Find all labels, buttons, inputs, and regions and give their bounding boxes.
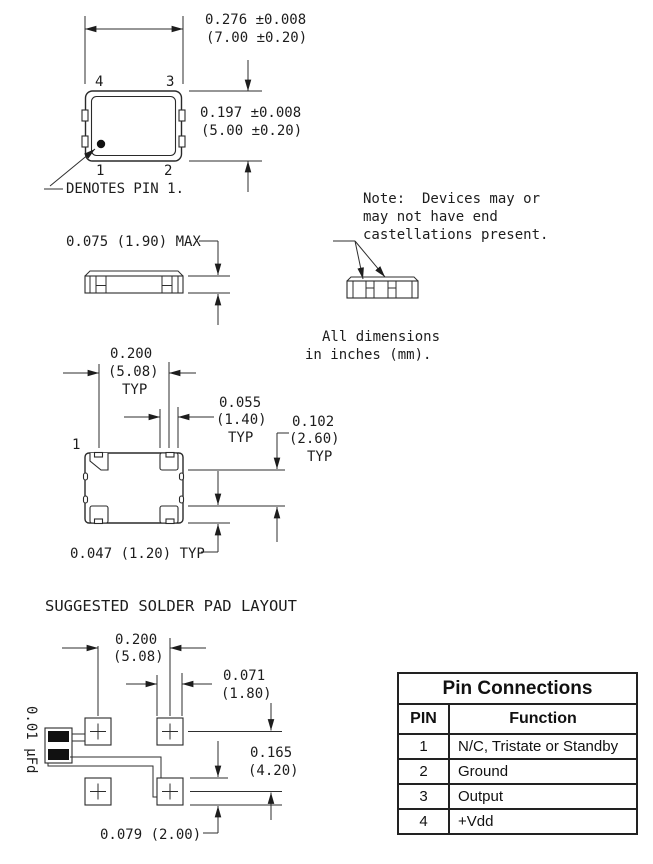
pin-column-header: PIN: [399, 705, 450, 733]
dim-solder-pitch-x: [62, 632, 206, 716]
top-view-package: [82, 91, 185, 161]
solder-pad-layout: [23, 597, 299, 843]
dim-top-height-in: 0.197 ±0.008: [200, 105, 302, 121]
pin-number: 1: [399, 735, 450, 758]
solder-pad-h: 0.079 (2.00): [100, 827, 202, 843]
pin-function: Ground: [458, 763, 509, 780]
pin-function: +Vdd: [458, 813, 494, 830]
castellation-notch: [82, 110, 88, 121]
pin-number: 3: [399, 785, 450, 808]
table-row: [399, 735, 636, 760]
solder-pad-w-in: 0.071: [223, 668, 266, 684]
dim-pitch-y-typ: TYP: [307, 449, 333, 465]
side-view-front-body: [85, 271, 183, 293]
side-view-end: [333, 191, 548, 298]
dim-pitch-x-in: 0.200: [110, 346, 153, 362]
dim-pitch-x-typ: TYP: [122, 382, 148, 398]
solder-pad-w-mm: (1.80): [221, 686, 272, 702]
pin-connections-table: [397, 672, 638, 835]
top-view: [44, 12, 307, 197]
dim-solder-pitch-y: [188, 703, 299, 820]
bottom-view: [63, 346, 340, 562]
solder-pads: [85, 718, 183, 805]
pin-number: 4: [399, 810, 450, 833]
dim-pad-h: 0.047 (1.20) TYP: [70, 546, 205, 562]
table-row: [399, 810, 636, 833]
dim-top-height-mm: (5.00 ±0.20): [201, 123, 303, 139]
dim-pad-w-mm: (1.40): [216, 412, 267, 428]
castellation-note-line1: Note: Devices may or: [363, 191, 541, 207]
dim-pitch-y-in: 0.102: [292, 414, 335, 430]
castellation-leaders: [333, 241, 385, 279]
capacitor-value-label: 0.01 µFd: [23, 706, 39, 774]
dim-top-width-in: 0.276 ±0.008: [205, 12, 307, 28]
table-row: [399, 760, 636, 785]
pin1-label: 1: [96, 163, 105, 179]
function-column-header: Function: [509, 710, 577, 727]
solder-pitch-y-in: 0.165: [250, 745, 293, 761]
pin-function: Output: [458, 788, 504, 805]
castellation-notch: [82, 136, 88, 147]
dim-pad-w-typ: TYP: [228, 430, 254, 446]
dim-top-width-mm: (7.00 ±0.20): [206, 30, 308, 46]
castellation-notch: [179, 136, 185, 147]
pin1-note: DENOTES PIN 1.: [66, 181, 185, 197]
pin-table-header-row: [399, 705, 636, 735]
pin2-label: 2: [164, 163, 173, 179]
castellation-note-line3: castellations present.: [363, 227, 549, 243]
dim-solder-pad-w: [126, 668, 272, 716]
side-view-end-body: [347, 277, 418, 298]
dim-pitch-x-mm: (5.08): [108, 364, 159, 380]
units-note: [305, 329, 440, 363]
units-note-line2: in inches (mm).: [305, 347, 432, 363]
pin3-label: 3: [166, 74, 175, 90]
dim-pad-pitch-y: [277, 414, 340, 542]
solder-pitch-y-mm: (4.20): [248, 763, 299, 779]
pin1-dot: [97, 140, 105, 148]
pin4-label: 4: [95, 74, 104, 90]
castellation-notch: [179, 110, 185, 121]
units-note-line1: All dimensions: [322, 329, 441, 345]
dim-top-height: [189, 60, 302, 192]
dim-pad-width: [124, 395, 267, 448]
bottom-view-pin1-label: 1: [72, 437, 81, 453]
dim-top-width: [85, 12, 307, 84]
dim-pad-pitch-x: [63, 346, 196, 448]
dim-pad-w-in: 0.055: [219, 395, 262, 411]
side-view-front: [66, 234, 230, 325]
solder-pitch-x-in: 0.200: [115, 632, 158, 648]
pin-function: N/C, Tristate or Standby: [458, 738, 619, 755]
dim-pitch-y-mm: (2.60): [289, 431, 340, 447]
pin-table-title: Pin Connections: [399, 674, 636, 705]
solder-layout-title: SUGGESTED SOLDER PAD LAYOUT: [45, 597, 297, 615]
castellation-note-line2: may not have end: [363, 209, 498, 225]
solder-pitch-x-mm: (5.08): [113, 649, 164, 665]
dim-height-max: 0.075 (1.90) MAX: [66, 234, 201, 250]
pin-number: 2: [399, 760, 450, 783]
table-row: [399, 785, 636, 810]
